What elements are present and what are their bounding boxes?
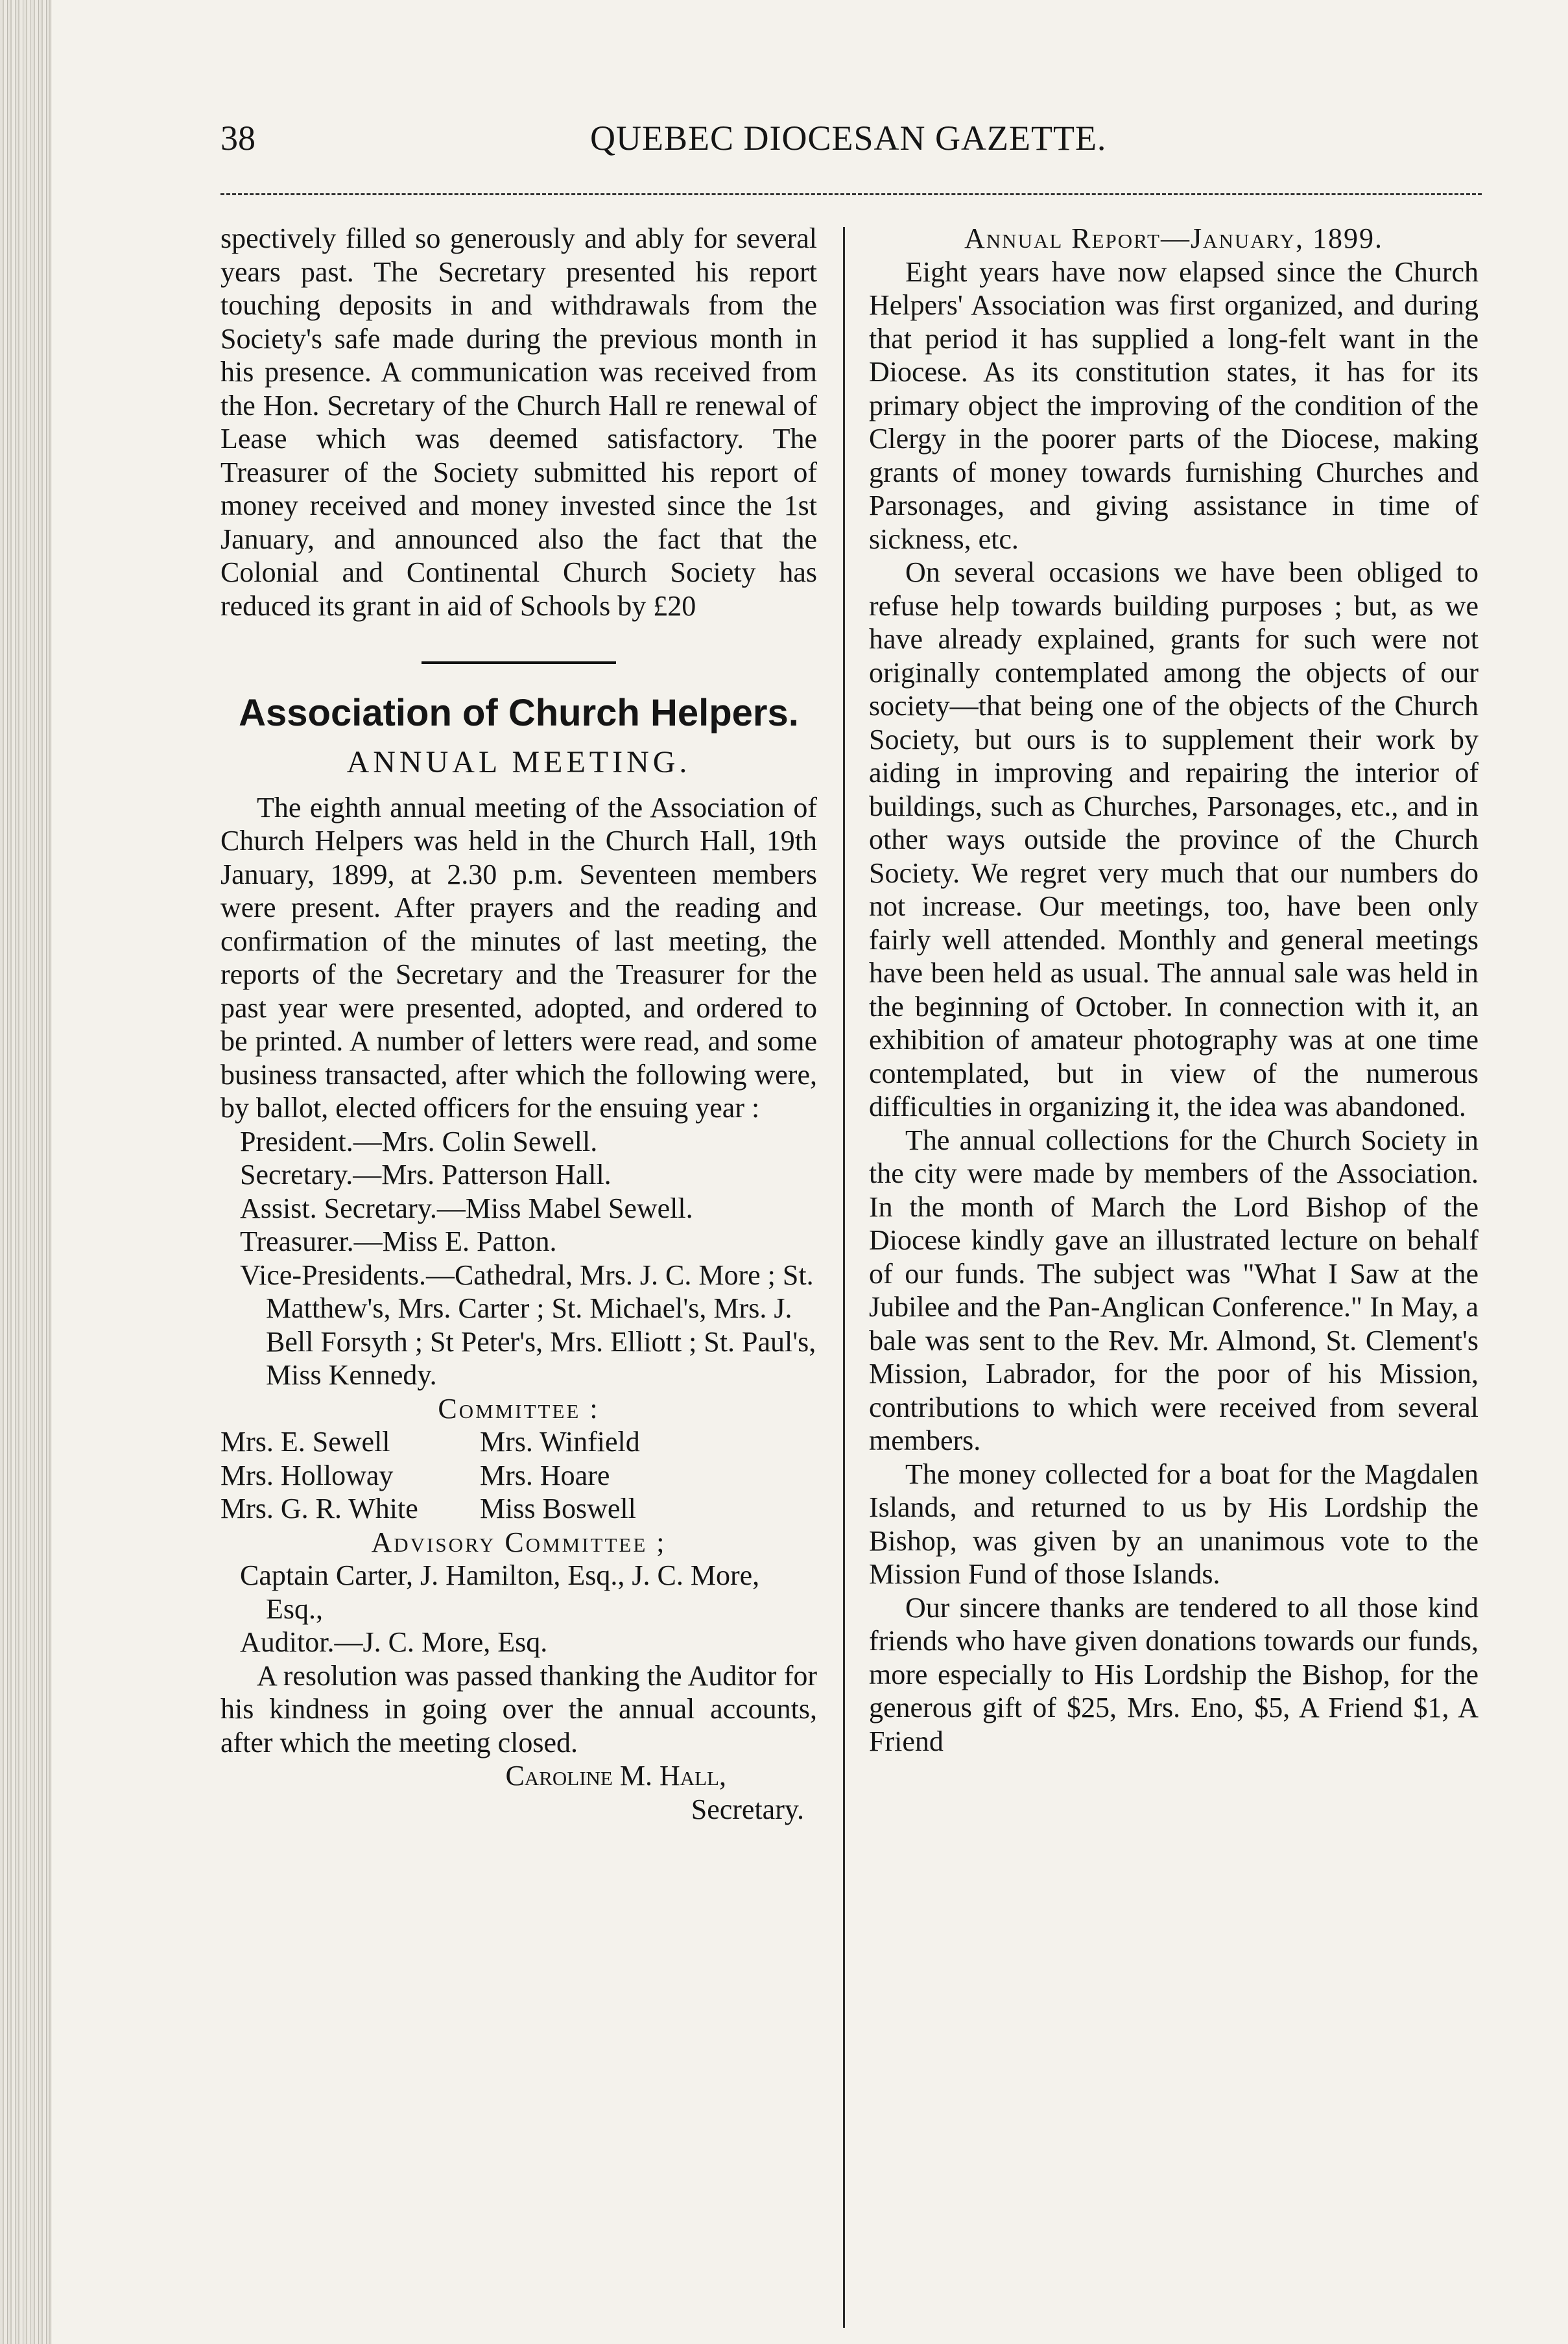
- meeting-paragraph: The eighth annual meeting of the Association of Church Helpers was held in the Church Hall, 19th January, 1899, at 2.30 p.m. Seventeen members were present. After prayers and the reading and confirmation of the minutes of last meeting, the reports of the Secretary and the Treasurer for the past year were presented, adopted, and ordered to be printed. A number of letters were read, and some business transacted, after which the following were, by ballot, elected officers for the ensuing year :: [220, 791, 817, 1124]
- committee-member: Mrs. Hoare: [480, 1459, 610, 1491]
- page-number: 38: [220, 119, 255, 158]
- article-title: Association of Church Helpers.: [239, 692, 799, 734]
- article-subtitle: ANNUAL MEETING.: [346, 745, 691, 779]
- resolution-paragraph: A resolution was passed thanking the Auditor for his kindness in going over the annual accounts, after which the meeting closed.: [220, 1659, 817, 1758]
- officer-treasurer: Treasurer.—Miss E. Patton.: [240, 1225, 557, 1257]
- column-divider: [843, 227, 845, 2328]
- signature-title: Secretary.: [691, 1793, 804, 1825]
- officer-assist-secretary: Assist. Secretary.—Miss Mabel Sewell.: [240, 1192, 693, 1224]
- report-paragraph: Our sincere thanks are tendered to all those kind friends who have given donations towards our funds, more especially to His Lordship the Bishop, for the generous gift of $25, Mrs. Eno, $5, A Friend $1, A Friend: [869, 1591, 1479, 1757]
- signature-name: Caroline M. Hall,: [505, 1760, 726, 1792]
- committee-member: Mrs. Winfield: [480, 1426, 640, 1458]
- report-paragraph: The money collected for a boat for the Magdalen Islands, and returned to us by His Lordship the Bishop, was given by an unanimous vote to the Mission Fund of those Islands.: [869, 1458, 1479, 1590]
- page-binding-edge: [0, 0, 52, 2344]
- left-column: [220, 222, 817, 1826]
- section-rule: [422, 661, 616, 664]
- committee-member: Mrs. G. R. White: [220, 1493, 418, 1524]
- report-paragraph: Eight years have now elapsed since the Church Helpers' Association was first organized, and during that period it has supplied a long-felt want in the Diocese. As its constitution states, it has for its primary object the improving of the condition of the Clergy in the poorer parts of the Diocese, making grants of money towards furnishing Churches and Parsonages, and giving assistance in time of sickness, etc.: [869, 255, 1479, 555]
- committee-member: Miss Boswell: [480, 1493, 636, 1524]
- right-column: [869, 222, 1479, 1758]
- advisory-committee-members: Captain Carter, J. Hamilton, Esq., J. C. More, Esq.,: [240, 1559, 760, 1625]
- report-heading: Annual Report—January, 1899.: [964, 222, 1383, 254]
- committee-list: [220, 1425, 817, 1526]
- committee-member: Mrs. E. Sewell: [220, 1426, 390, 1458]
- advisory-committee-heading: Advisory Committee ;: [371, 1526, 667, 1558]
- committee-heading: Committee :: [438, 1392, 600, 1425]
- running-title: QUEBEC DIOCESAN GAZETTE.: [590, 119, 1107, 158]
- continuation-paragraph: spectively filled so generously and ably for several years past. The Secretary presented his report touching deposits in and withdrawals from the Society's safe made during the previous month in his presence. A communication was received from the Hon. Secretary of the Church Hall re renewal of Lease which was deemed satisfactory. The Treasurer of the Society submitted his report of money received and money invested since the 1st January, and announced also the fact that the Colonial and Continental Church Society has reduced its grant in aid of Schools by £20: [220, 222, 817, 622]
- page-header: [220, 118, 1479, 170]
- committee-member: Mrs. Holloway: [220, 1459, 394, 1491]
- header-rule: [220, 193, 1482, 195]
- officer-president: President.—Mrs. Colin Sewell.: [240, 1125, 598, 1157]
- auditor-line: Auditor.—J. C. More, Esq.: [240, 1626, 548, 1658]
- report-paragraph: The annual collections for the Church Society in the city were made by members of the Association. In the month of March the Lord Bishop of the Diocese kindly gave an illustrated lecture on behalf of our funds. The subject was "What I Saw at the Jubilee and the Pan-Anglican Conference." In May, a bale was sent to the Rev. Mr. Almond, St. Clement's Mission, Labrador, for the poor of his Mission, contributions to which were received from several members.: [869, 1124, 1479, 1456]
- officer-vice-presidents: Vice-Presidents.—Cathedral, Mrs. J. C. More ; St. Matthew's, Mrs. Carter ; St. Michael's, Mrs. J. Bell Forsyth ; St Peter's, Mrs. Elliott ; St. Paul's, Miss Kennedy.: [240, 1259, 816, 1391]
- officer-secretary: Secretary.—Mrs. Patterson Hall.: [240, 1159, 612, 1190]
- report-paragraph: On several occasions we have been obliged to refuse help towards building purposes ; but, as we have already explained, grants for such were not originally contemplated among the objects of our society—that being one of the objects of the Church Society, but ours is to supplement their work by aiding in improving and repairing the interior of buildings, such as Churches, Parsonages, etc., and in other ways outside the province of the Church Society. We regret very much that our numbers do not increase. Our meetings, too, have been only fairly well attended. Monthly and general meetings have been held as usual. The annual sale was held in the beginning of October. In connection with it, an exhibition of amateur photography was at one time contemplated, but in view of the numerous difficulties in organizing it, the idea was abandoned.: [869, 556, 1479, 1122]
